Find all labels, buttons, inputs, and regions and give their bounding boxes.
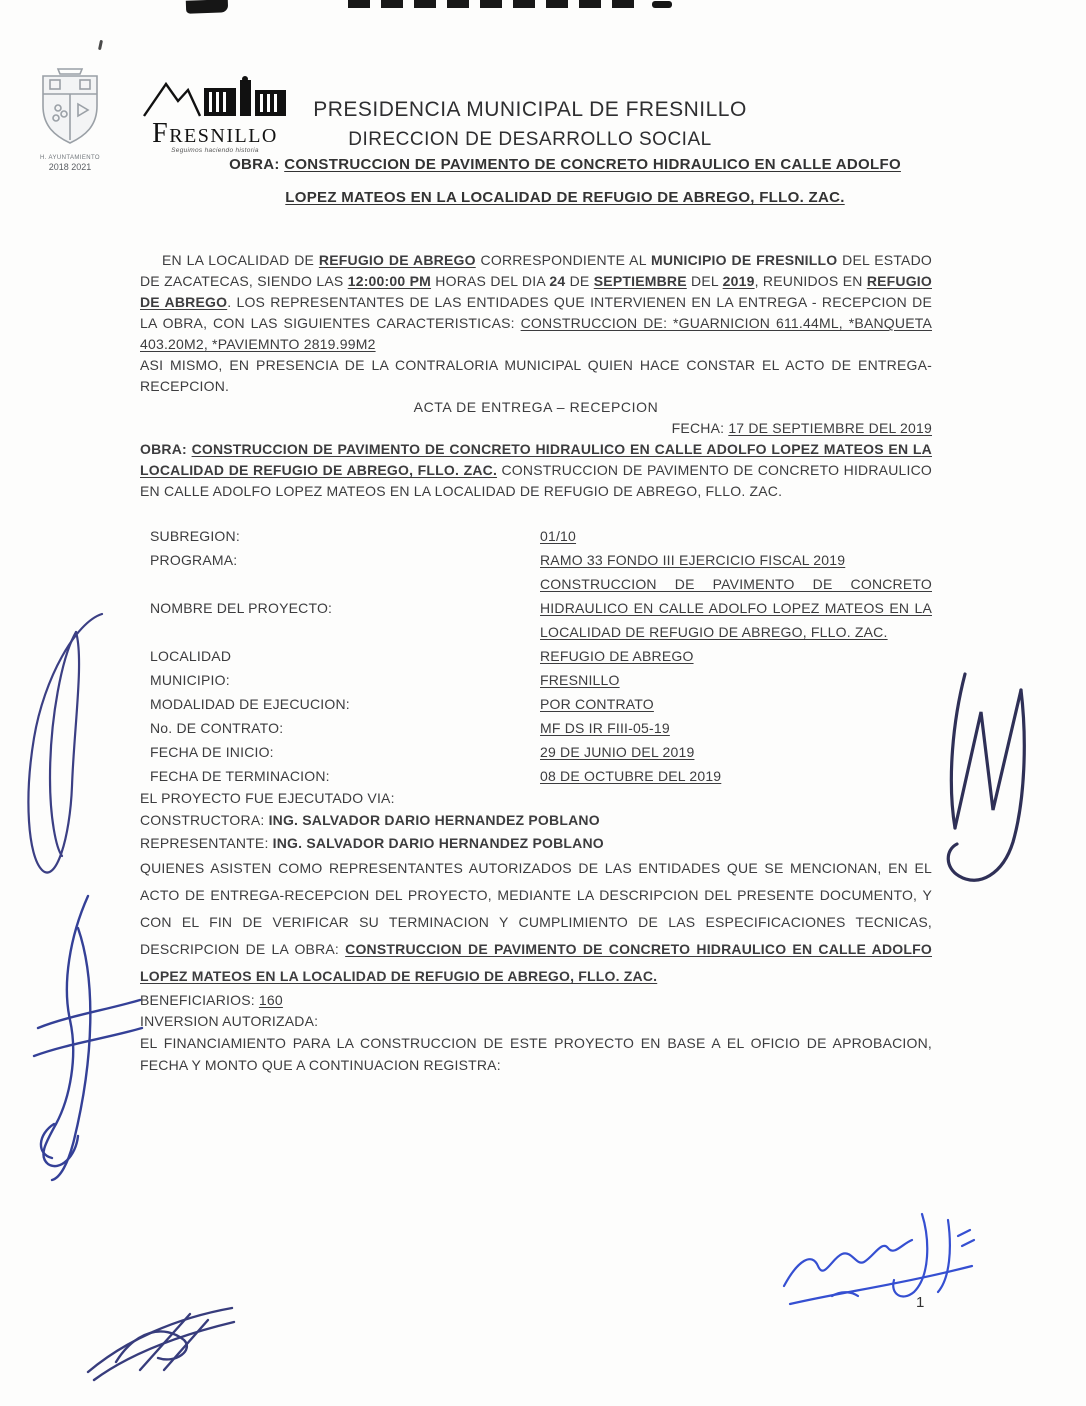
inversion-title: INVERSION AUTORIZADA:: [140, 1013, 319, 1029]
beneficiarios-line: BENEFICIARIOS: 160: [140, 992, 283, 1008]
financiamiento-paragraph: EL FINANCIAMIENTO PARA LA CONSTRUCCION DE ESTE PROYECTO EN BASE A EL OFICIO DE APROBACION, FECHA Y MONTO QUE A CONTINUACION REGISTRA:: [140, 1035, 932, 1073]
constructora-representante: [140, 809, 932, 855]
field-value: 29 DE JUNIO DEL 2019: [540, 744, 695, 760]
org-subtitle: DIRECCION DE DESARROLLO SOCIAL: [348, 129, 712, 150]
obra-header-line1: OBRA: CONSTRUCCION DE PAVIMENTO DE CONCRETO HIDRAULICO EN CALLE ADOLFO: [229, 156, 901, 173]
field-value: FRESNILLO: [540, 672, 620, 688]
signature-left-loop: [10, 608, 120, 888]
representante-line: REPRESENTANTE: ING. SALVADOR DARIO HERNANDEZ POBLANO: [140, 835, 604, 851]
signature-right-dark: [935, 660, 1045, 900]
acta-title: ACTA DE ENTREGA – RECEPCION: [413, 399, 659, 415]
field-value: 01/10: [540, 528, 577, 544]
field-label: FECHA DE INICIO:: [150, 744, 274, 760]
field-label: LOCALIDAD: [150, 648, 232, 664]
scan-artifact: [652, 1, 672, 8]
field-value: POR CONTRATO: [540, 696, 654, 712]
intro-paragraph: EN LA LOCALIDAD DE REFUGIO DE ABREGO CORRESPONDIENTE AL MUNICIPIO DE FRESNILLO DEL ESTADO DE ZACATECAS, SIENDO LAS 12:00:00 PM HORAS DEL DIA 24 DE SEPTIEMBRE DEL 2019, REUNIDOS EN REFUGIO DE ABREGO. LOS REPRESENTANTES DE LAS ENTIDADES QUE INTERVIENEN EN LA ENTREGA - RECEPCION DE LA OBRA, CON LAS SIGUIENTES CARACTERISTICAS: CONSTRUCCION DE: *GUARNICION 611.44ML, *BANQUETA 403.20M2, *PAVIEMNTO 2819.99M2: [140, 252, 932, 352]
field-row-programa: [140, 548, 932, 572]
constructora-line: CONSTRUCTORA: ING. SALVADOR DARIO HERNANDEZ POBLANO: [140, 812, 600, 828]
field-row-subregion: [140, 524, 932, 548]
obra-header-line2: LOPEZ MATEOS EN LA LOCALIDAD DE REFUGIO DE ABREGO, FLLO. ZAC.: [285, 189, 845, 206]
fresnillo-logo-tagline: Seguimos haciendo historia: [171, 147, 259, 154]
signature-bottom-left: [80, 1300, 240, 1390]
field-label: NOMBRE DEL PROYECTO:: [150, 600, 333, 616]
scan-artifact: [348, 0, 644, 8]
obra-paragraph: OBRA: CONSTRUCCION DE PAVIMENTO DE CONCRETO HIDRAULICO EN CALLE ADOLFO LOPEZ MATEOS EN LA LOCALIDAD DE REFUGIO DE ABREGO, FLLO. ZAC. CONSTRUCCION DE PAVIMENTO DE CONCRETO HIDRAULICO EN CALLE ADOLFO LOPEZ MATEOS EN LA LOCALIDAD DE REFUGIO DE ABREGO, FLLO. ZAC.: [140, 441, 932, 499]
field-value: MF DS IR FIII-05-19: [540, 720, 670, 736]
field-row-municipio: [140, 668, 932, 692]
coat-caption: H. AYUNTAMIENTO: [39, 155, 100, 161]
field-value: CONSTRUCCION DE PAVIMENTO DE CONCRETO HIDRAULICO EN CALLE ADOLFO LOPEZ MATEOS EN LA LOCALIDAD DE REFUGIO DE ABREGO, FLLO. ZAC.: [540, 576, 932, 640]
signature-bottom-right: [772, 1200, 982, 1320]
coat-caption-years: 2018 2021: [48, 162, 92, 172]
field-value: RAMO 33 FONDO III EJERCICIO FISCAL 2019: [540, 552, 846, 568]
scan-artifact: [186, 0, 228, 14]
ejecutado-line: EL PROYECTO FUE EJECUTADO VIA:: [140, 790, 395, 806]
field-row-nombre-proyecto: [140, 572, 932, 644]
org-title: PRESIDENCIA MUNICIPAL DE FRESNILLO: [313, 98, 747, 121]
fecha-line: FECHA: 17 DE SEPTIEMBRE DEL 2019: [671, 420, 932, 436]
field-label: No. DE CONTRATO:: [150, 720, 284, 736]
page-number: 1: [916, 1294, 925, 1311]
field-label: PROGRAMA:: [150, 552, 238, 568]
coat-of-arms-icon: [34, 135, 106, 152]
document-body: [140, 250, 932, 1076]
project-fields: [140, 524, 932, 788]
field-label: MUNICIPIO:: [150, 672, 230, 688]
quienes-paragraph: QUIENES ASISTEN COMO REPRESENTANTES AUTORIZADOS DE LAS ENTIDADES QUE SE MENCIONAN, EN EL ACTO DE ENTREGA-RECEPCION DEL PROYECTO, MEDIANTE LA DESCRIPCION DEL PRESENTE DOCUMENTO, Y CON EL FIN DE VERIFICAR SU TERMINACION Y CUMPLIMIENTO DE LAS ESPECIFICACIONES TECNICAS, DESCRIPCION DE LA OBRA: CONSTRUCCION DE PAVIMENTO DE CONCRETO HIDRAULICO EN CALLE ADOLFO LOPEZ MATEOS EN LA LOCALIDAD DE REFUGIO DE ABREGO, FLLO. ZAC.: [140, 860, 932, 984]
field-value: REFUGIO DE ABREGO: [540, 648, 694, 664]
field-value: 08 DE OCTUBRE DEL 2019: [540, 768, 722, 784]
obra-header: [200, 155, 930, 221]
field-label: SUBREGION:: [150, 528, 240, 544]
fresnillo-logo-text: FRESNILLO: [152, 118, 278, 149]
field-label: MODALIDAD DE EJECUCION:: [150, 696, 350, 712]
scan-artifact: [98, 40, 103, 50]
field-row-fecha-terminacion: [140, 764, 932, 788]
contraloria-paragraph: ASI MISMO, EN PRESENCIA DE LA CONTRALORIA MUNICIPAL QUIEN HACE CONSTAR EL ACTO DE ENTREGA-RECEPCION.: [140, 357, 932, 394]
field-row-contrato: [140, 716, 932, 740]
field-row-localidad: [140, 644, 932, 668]
municipal-coat-of-arms: [26, 64, 114, 172]
field-row-modalidad: [140, 692, 932, 716]
field-label: FECHA DE TERMINACION:: [150, 768, 330, 784]
signature-left-flourish: [18, 888, 148, 1188]
document-header: [160, 98, 900, 151]
field-row-fecha-inicio: [140, 740, 932, 764]
